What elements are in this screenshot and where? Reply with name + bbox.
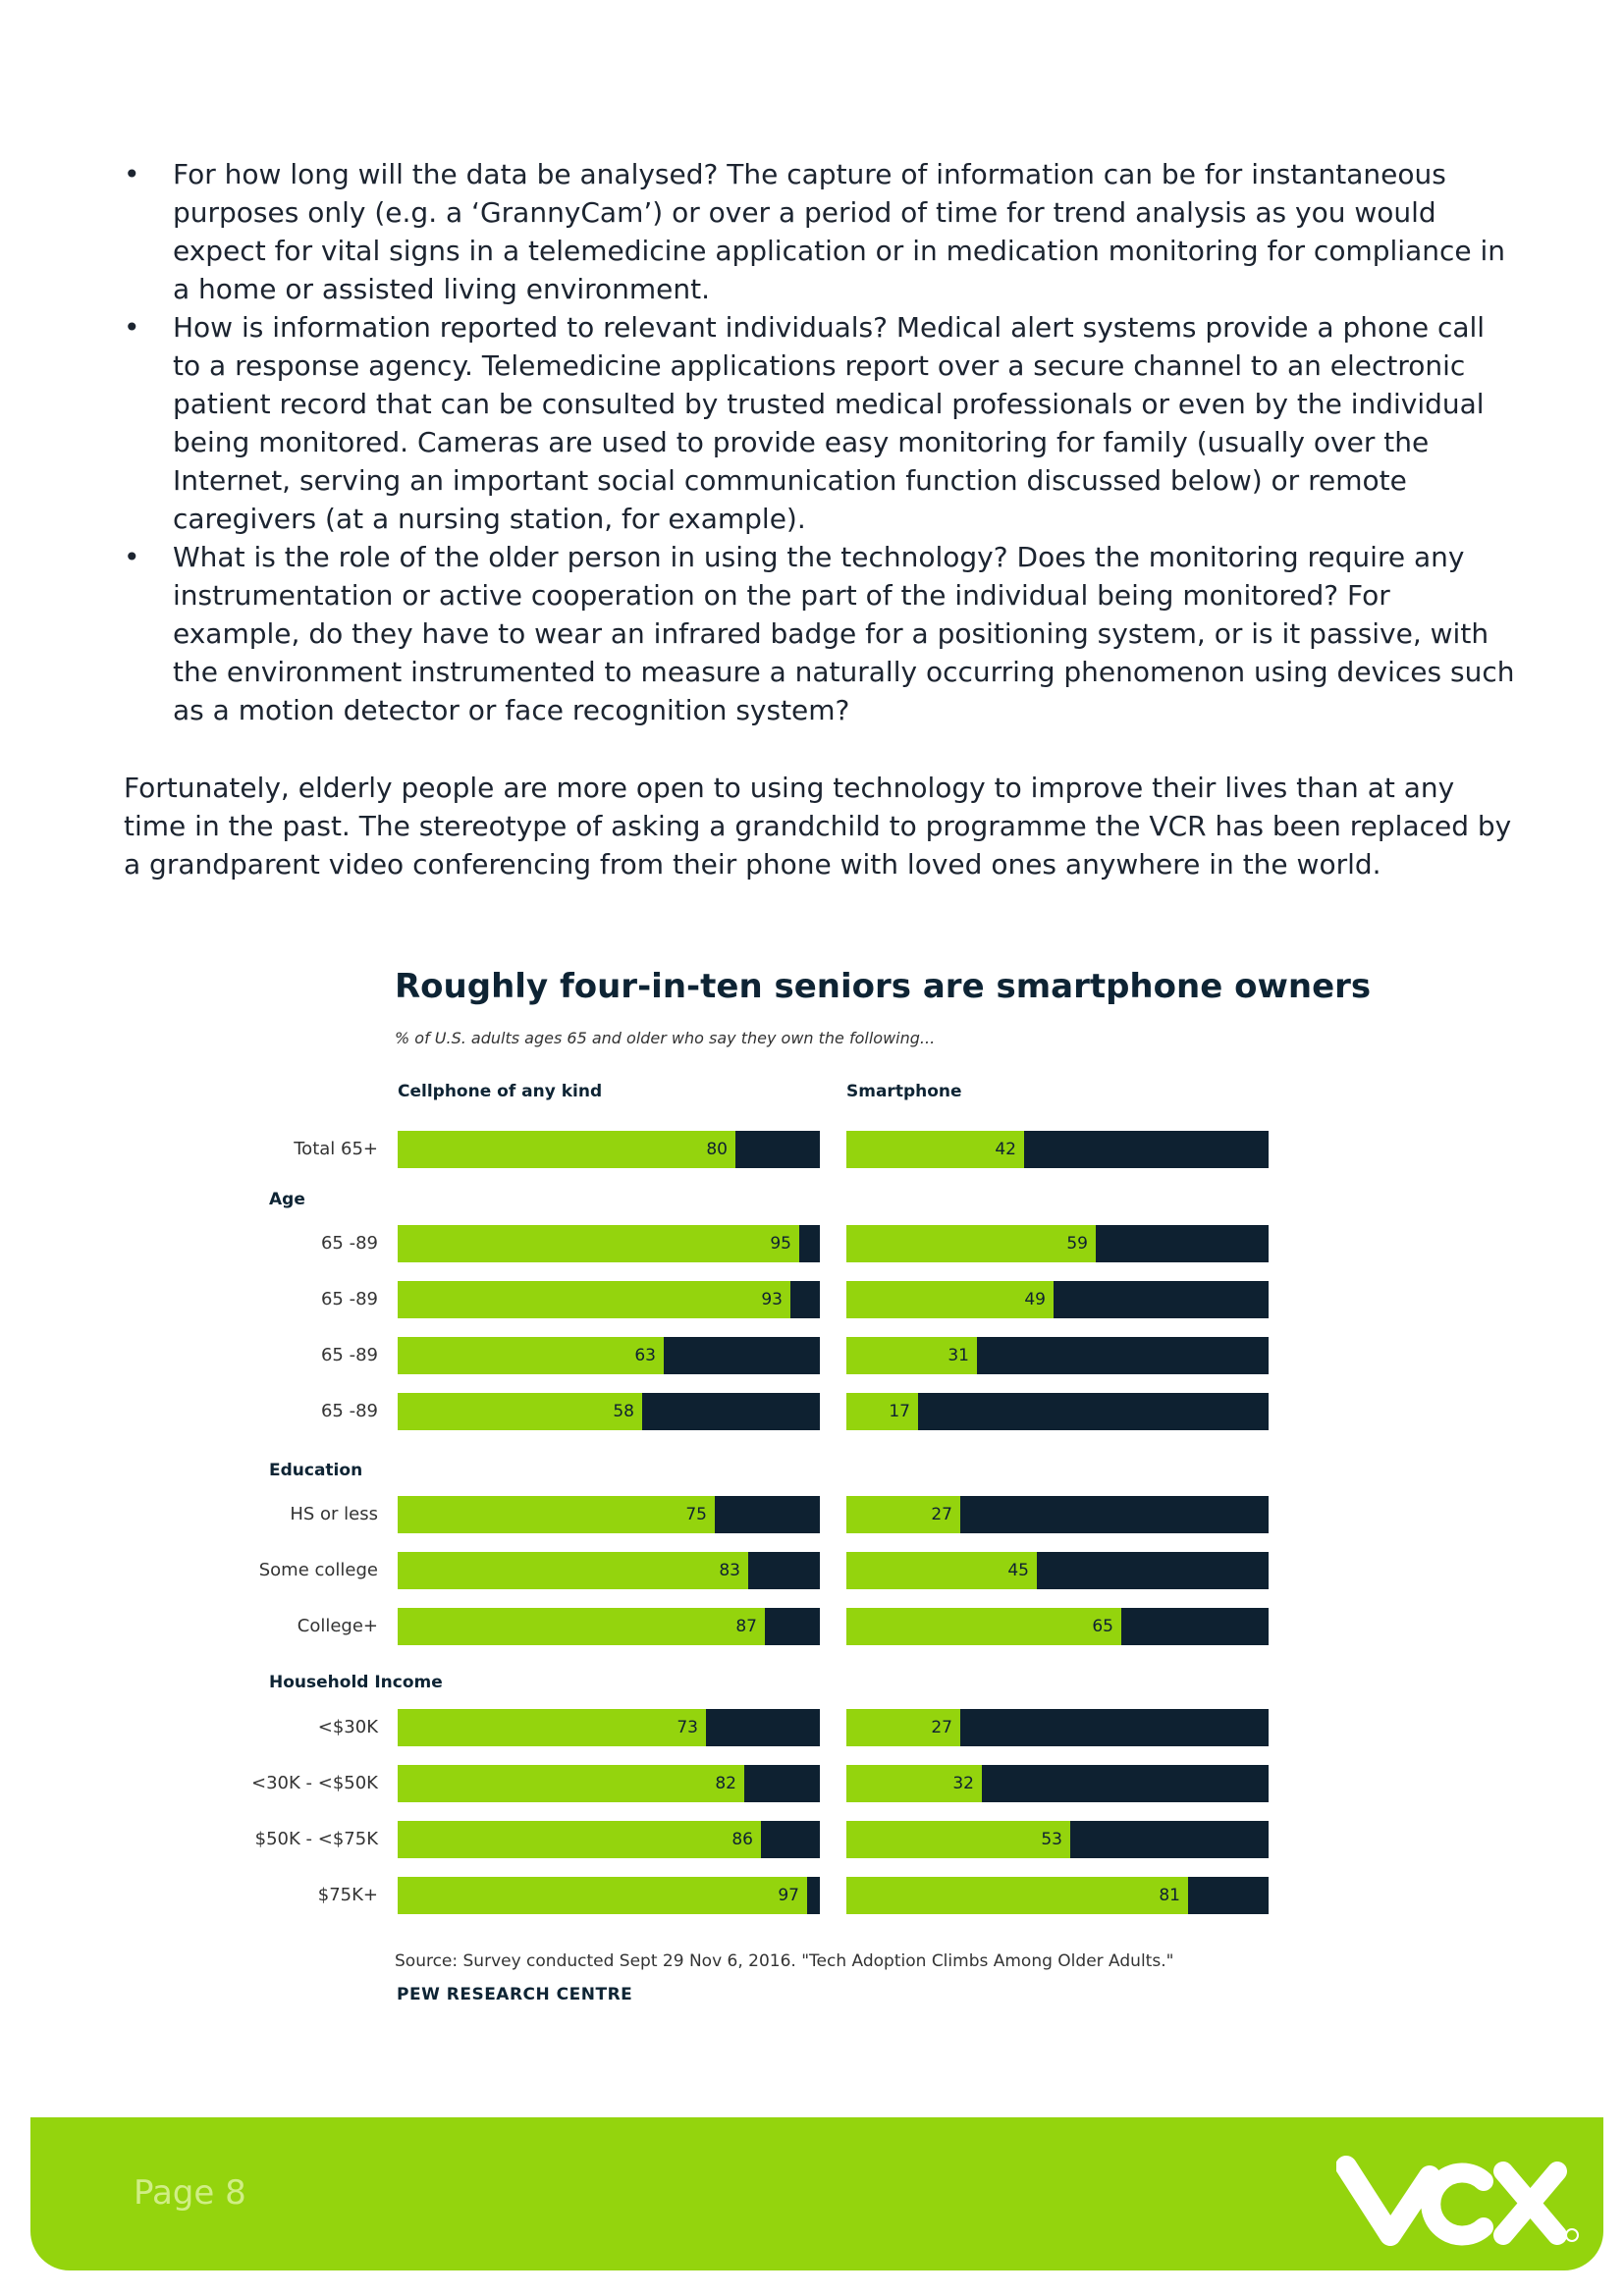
chart-source: Source: Survey conducted Sept 29 Nov 6, 2016. "Tech Adoption Climbs Among Older Adults." [395,1951,1174,1971]
row-label: $75K+ [317,1885,378,1905]
row-label: College+ [297,1616,378,1636]
bar-cellphone [398,1821,820,1858]
bar-smartphone [846,1821,1269,1858]
group-label: Household Income [269,1673,443,1692]
bar-fill [398,1821,761,1858]
bar-smartphone [846,1877,1269,1914]
data-label: 86 [731,1830,753,1849]
row-label: Total 65+ [294,1139,378,1159]
data-label: 58 [613,1402,634,1421]
bullet-list [124,155,1518,729]
data-label: 65 [1092,1617,1113,1636]
bar-fill [398,1877,807,1914]
chart-organization: PEW RESEARCH CENTRE [397,1985,633,2004]
bar-cellphone [398,1337,820,1374]
data-label: 83 [719,1561,740,1580]
row-label: <$30K [317,1717,378,1737]
data-label: 80 [706,1140,728,1159]
column-header-smartphone: Smartphone [846,1082,962,1101]
body-paragraph: Fortunately, elderly people are more open to using technology to improve their lives than at any time in the past. The stereotype of asking a grandchild to programme the VCR has been replaced by a grandparent video conferencing from their phone with loved ones anywhere in the world. [124,772,1512,881]
bar-smartphone [846,1765,1269,1802]
bar-cellphone [398,1393,820,1430]
bullet-item: • For how long will the data be analysed? The capture of information can be for instantaneous purposes only (e.g. a ‘GrannyCam’) or over a period of time for trend analysis as you would expect for vital signs in a telemedicine application or in medication monitoring for compliance in a home or assisted living environment. [124,155,1518,308]
data-label: 63 [634,1346,656,1365]
bar-fill [398,1131,735,1168]
data-label: 45 [1007,1561,1029,1580]
bar-smartphone [846,1496,1269,1533]
bar-fill [398,1765,744,1802]
data-label: 31 [947,1346,969,1365]
row-label: 65 -89 [320,1289,378,1309]
bar-smartphone [846,1225,1269,1262]
bar-smartphone [846,1337,1269,1374]
data-label: 17 [889,1402,910,1421]
data-label: 32 [952,1774,974,1793]
bar-smartphone [846,1281,1269,1318]
bar-smartphone [846,1393,1269,1430]
data-label: 27 [931,1718,952,1737]
bar-smartphone [846,1608,1269,1645]
data-label: 87 [735,1617,757,1636]
chart-title: Roughly four-in-ten seniors are smartphone owners [395,967,1372,1006]
vox-logo [1336,2137,1582,2255]
data-label: 95 [770,1234,791,1254]
bar-smartphone [846,1552,1269,1589]
bar-cellphone [398,1496,820,1533]
data-label: 97 [778,1886,799,1905]
data-label: 75 [685,1505,707,1524]
data-label: 81 [1159,1886,1180,1905]
data-label: 93 [761,1290,783,1309]
data-label: 73 [677,1718,698,1737]
data-label: 27 [931,1505,952,1524]
group-label: Education [269,1461,363,1480]
bar-cellphone [398,1709,820,1746]
row-label: HS or less [290,1504,378,1524]
page-number: Page 8 [134,2173,246,2213]
bar-cellphone [398,1131,820,1168]
data-label: 53 [1041,1830,1062,1849]
column-header-cellphone: Cellphone of any kind [398,1082,603,1101]
group-label: Age [269,1190,305,1209]
bullet-item: • How is information reported to relevant individuals? Medical alert systems provide a phone call to a response agency. Telemedicine applications report over a secure channel to an electronic patient record that can be consulted by trusted medical professionals or even by the individual being monitored. Cameras are used to provide easy monitoring for family (usually over the Internet, serving an important social communication function discussed below) or remote caregivers (at a nursing station, for example). [124,308,1518,538]
row-label: $50K - <$75K [254,1829,378,1849]
bar-cellphone [398,1281,820,1318]
row-label: 65 -89 [320,1401,378,1421]
bar-cellphone [398,1608,820,1645]
bar-cellphone [398,1765,820,1802]
bar-fill [846,1877,1188,1914]
bar-fill [398,1608,765,1645]
row-label: 65 -89 [320,1345,378,1365]
data-label: 42 [995,1140,1016,1159]
chart-subtitle: % of U.S. adults ages 65 and older who say they own the following... [395,1029,936,1047]
bar-cellphone [398,1225,820,1262]
row-label: <30K - <$50K [251,1773,378,1793]
bar-cellphone [398,1552,820,1589]
data-label: 49 [1024,1290,1046,1309]
bar-fill [398,1225,799,1262]
bullet-item: • What is the role of the older person in using the technology? Does the monitoring require any instrumentation or active cooperation on the part of the individual being monitored? For example, do they have to wear an infrared badge for a positioning system, or is it passive, with the environment instrumented to measure a naturally occurring phenomenon using devices such as a motion detector or face recognition system? [124,538,1518,729]
bar-fill [398,1552,748,1589]
data-label: 59 [1066,1234,1088,1254]
row-label: Some college [258,1560,378,1580]
bar-cellphone [398,1877,820,1914]
data-label: 82 [715,1774,736,1793]
bar-smartphone [846,1709,1269,1746]
bar-fill [398,1281,790,1318]
page-footer [30,2117,1603,2270]
bar-smartphone [846,1131,1269,1168]
row-label: 65 -89 [320,1233,378,1254]
